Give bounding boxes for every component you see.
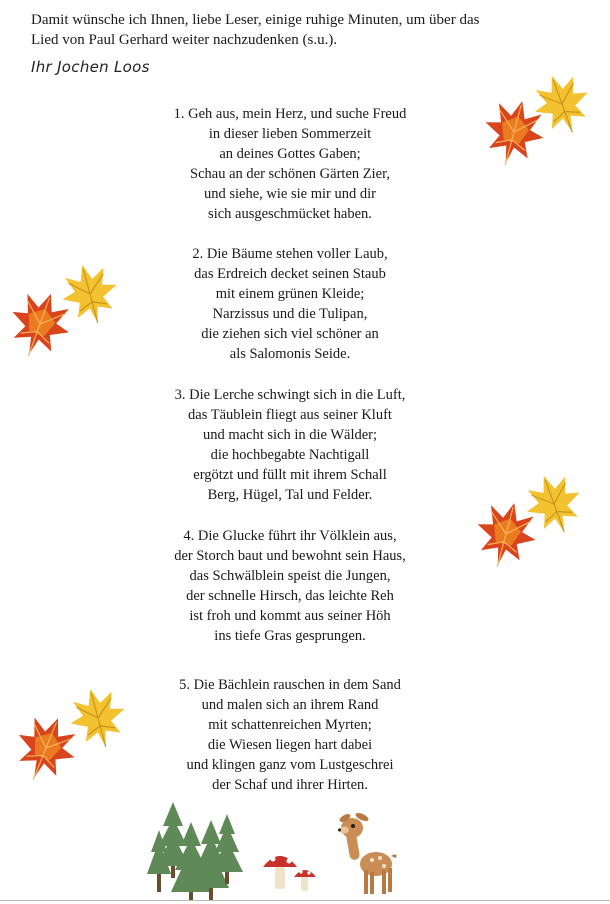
autumn-leaves-icon xyxy=(466,472,591,577)
stanza-line: Narzissus und die Tulipan, xyxy=(212,306,368,322)
stanza-3 xyxy=(80,385,500,505)
stanza-line: der schnelle Hirsch, das leichte Reh xyxy=(186,588,394,604)
stanza-line: 3. Die Lerche schwingt sich in die Luft, xyxy=(174,387,406,403)
autumn-leaves-icon xyxy=(472,70,597,175)
stanza-line: 2. Die Bäume stehen voller Laub, xyxy=(192,246,388,262)
stanza-line: als Salomonis Seide. xyxy=(229,346,351,362)
stanza-line: und klingen ganz vom Lustgeschrei xyxy=(186,757,394,773)
stanza-line: das Schwälblein speist die Jungen, xyxy=(189,568,391,584)
intro-paragraph xyxy=(31,10,586,50)
stanza-line: an deines Gottes Gaben; xyxy=(219,146,361,162)
stanza-line: 1. Geh aus, mein Herz, und suche Freud xyxy=(173,106,407,122)
stanza-line: 4. Die Glucke führt ihr Völklein aus, xyxy=(183,528,397,544)
intro-line-1: Damit wünsche ich Ihnen, liebe Leser, einige ruhige Minuten, um über das xyxy=(31,12,480,28)
stanza-line: und macht sich in die Wälder; xyxy=(202,427,378,443)
stanza-line: der Schaf und ihrer Hirten. xyxy=(212,777,368,793)
stanza-line: in dieser lieben Sommerzeit xyxy=(208,126,372,142)
signature: Ihr Jochen Loos xyxy=(31,58,150,76)
stanza-line: mit einem grünen Kleide; xyxy=(215,286,365,302)
mushroom-icon xyxy=(262,845,322,895)
stanza-line: sich ausgeschmücket haben. xyxy=(208,206,372,222)
stanza-line: die hochbegabte Nachtigall xyxy=(210,447,370,463)
stanza-1 xyxy=(80,104,500,224)
stanza-line: Berg, Hügel, Tal und Felder. xyxy=(207,487,373,503)
stanza-line: der Storch baut und bewohnt sein Haus, xyxy=(174,548,406,564)
autumn-leaves-icon xyxy=(10,686,135,791)
stanza-line: das Erdreich decket seinen Staub xyxy=(194,266,386,282)
stanza-line: die ziehen sich viel schöner an xyxy=(201,326,379,342)
stanza-line: ergötzt und füllt mit ihrem Schall xyxy=(193,467,387,483)
stanza-line: mit schattenreichen Myrten; xyxy=(208,717,372,733)
stanza-line: ins tiefe Gras gesprungen. xyxy=(214,628,366,644)
autumn-leaves-icon xyxy=(2,262,127,367)
stanza-line: Schau an der schönen Gärten Zier, xyxy=(190,166,390,182)
stanza-4 xyxy=(80,526,500,646)
stanza-line: 5. Die Bächlein rauschen in dem Sand xyxy=(179,677,401,693)
stanza-2 xyxy=(80,244,500,364)
stanza-line: die Wiesen liegen hart dabei xyxy=(207,737,373,753)
page-bottom-border xyxy=(0,900,610,901)
fawn-icon xyxy=(336,812,402,896)
stanza-5 xyxy=(80,675,500,795)
stanza-line: das Täublein fliegt aus seiner Kluft xyxy=(188,407,392,423)
stanza-line: ist froh und kommt aus seiner Höh xyxy=(189,608,391,624)
stanza-line: und siehe, wie sie mir und dir xyxy=(204,186,376,202)
intro-line-2: Lied von Paul Gerhard weiter nachzudenken (s.u.). xyxy=(31,32,338,48)
stanza-line: und malen sich an ihrem Rand xyxy=(201,697,379,713)
pine-trees-icon xyxy=(145,800,245,902)
